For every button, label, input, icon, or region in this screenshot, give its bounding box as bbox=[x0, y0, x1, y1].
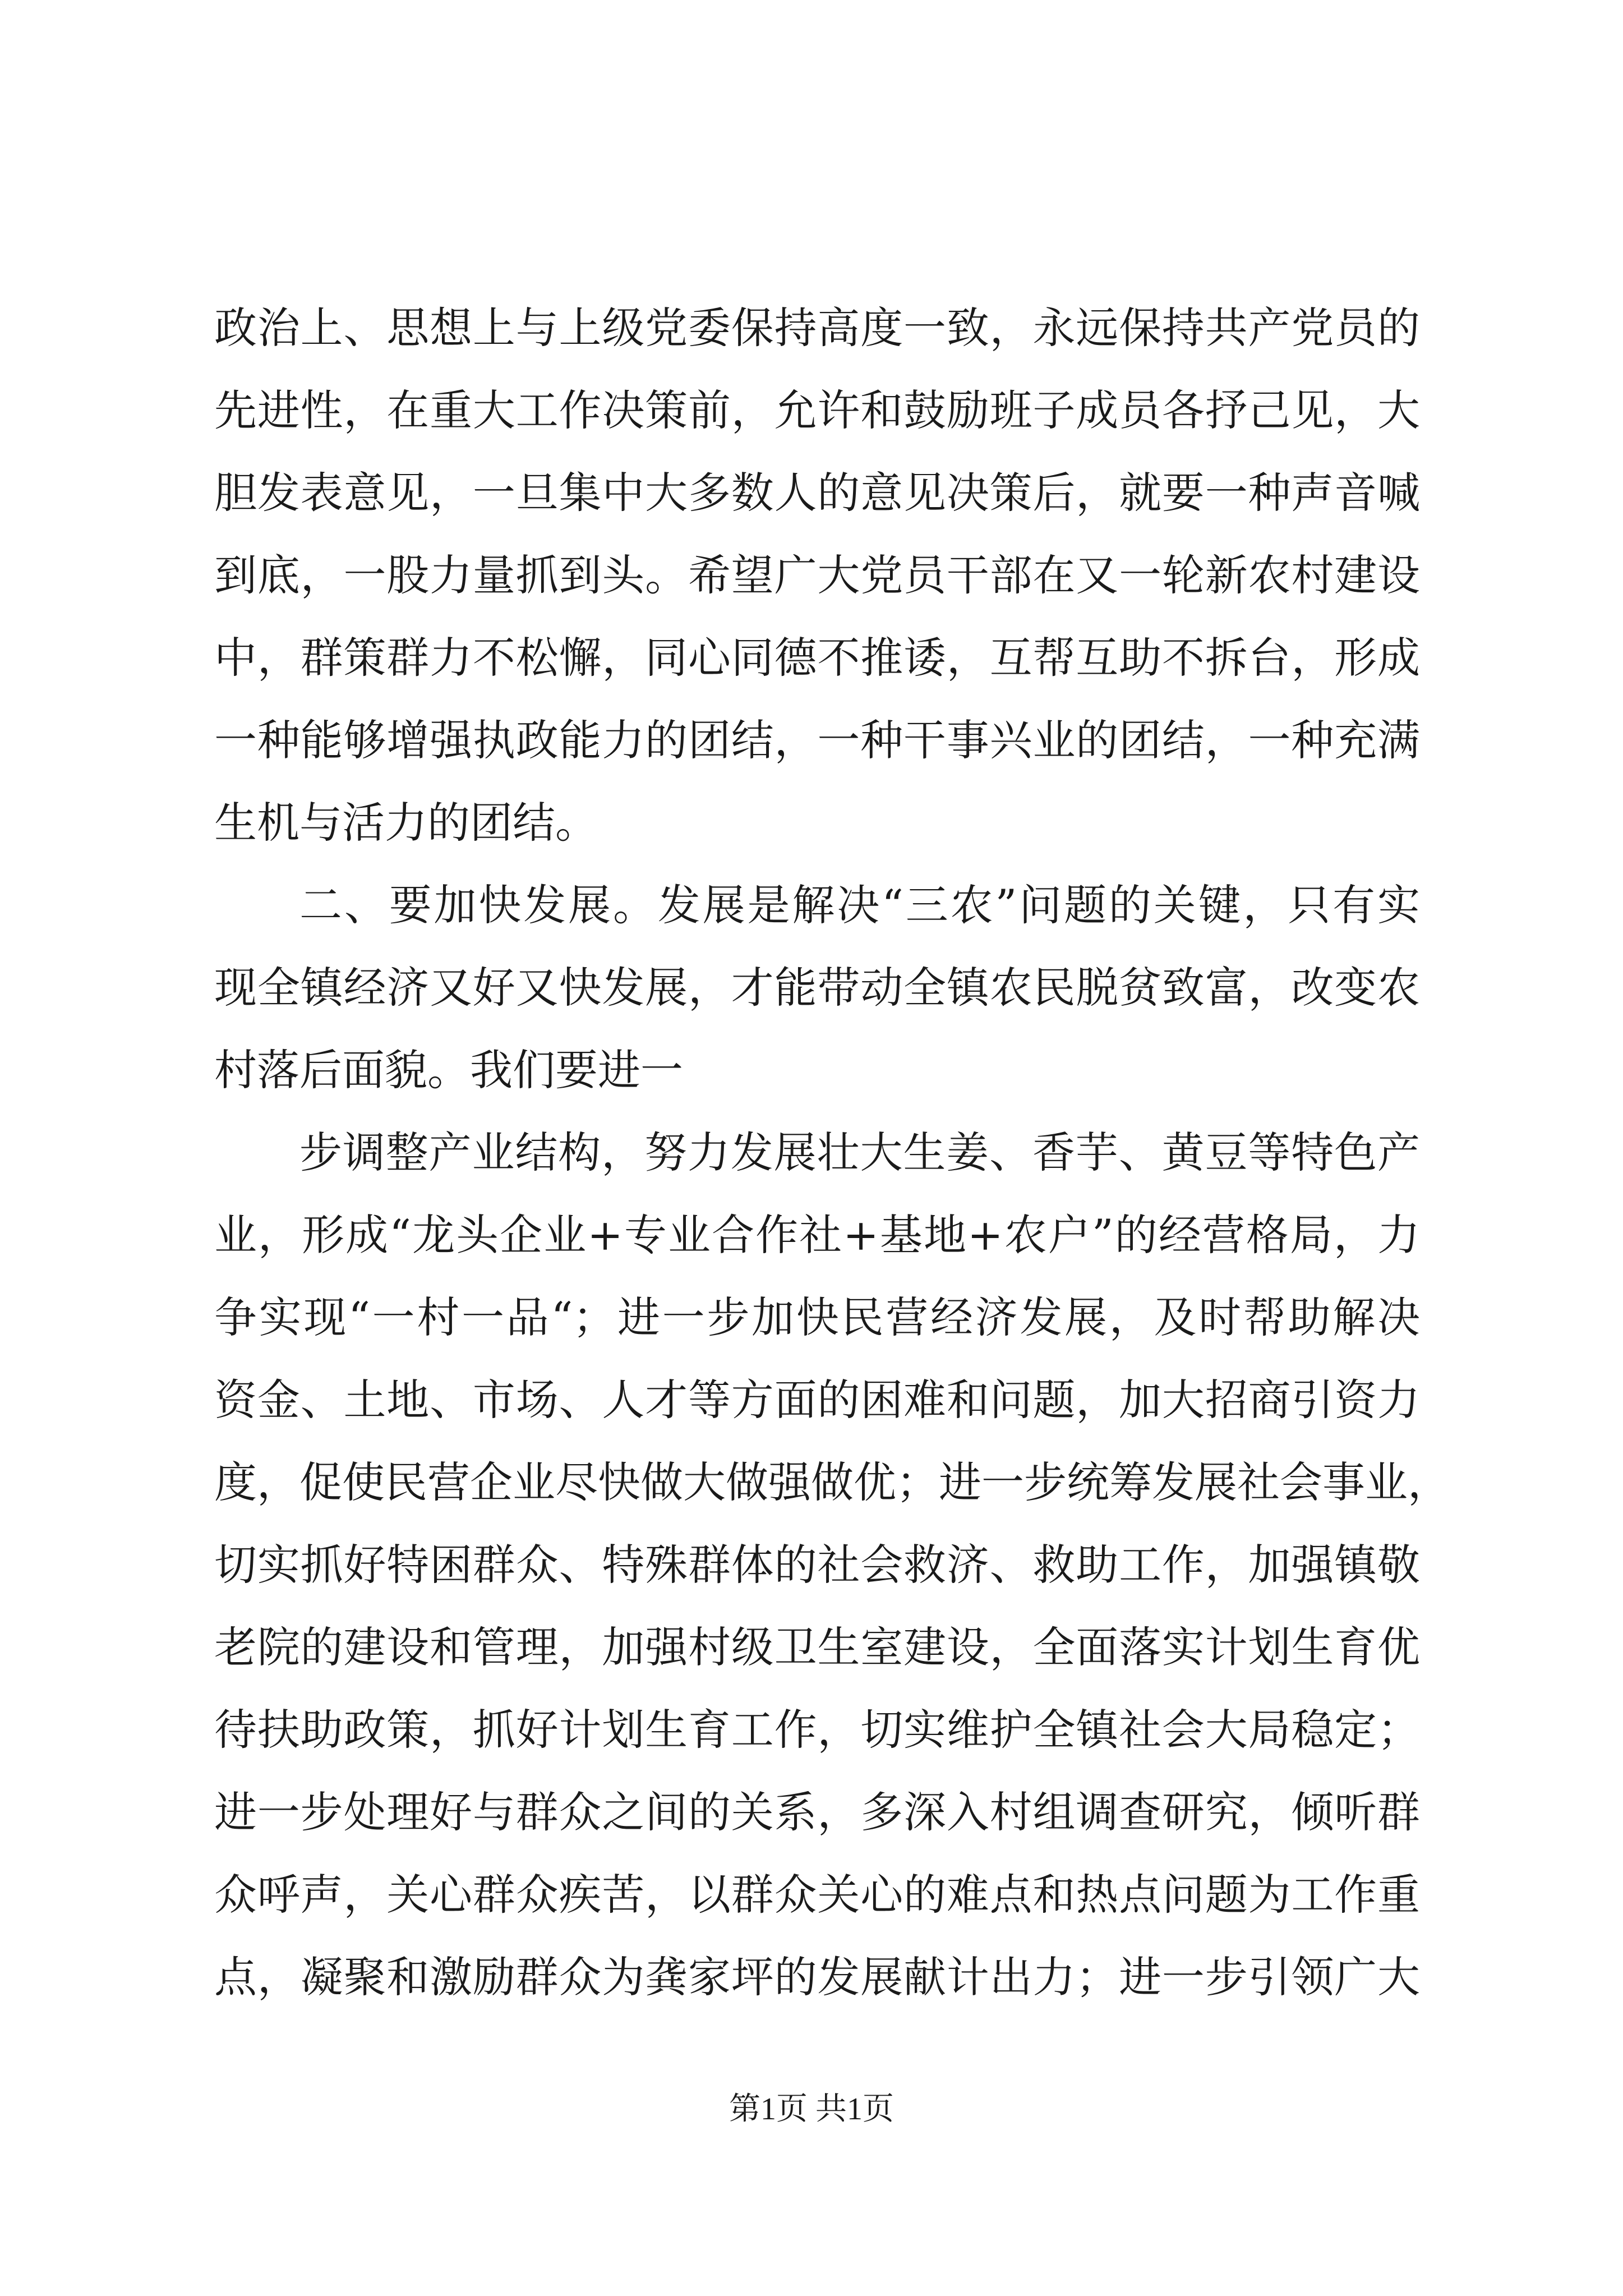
body-text-line: 点，凝聚和激励群众为龚家坪的发展献计出力；进一步引领广大 bbox=[214, 1952, 1420, 2002]
body-text-line: 村落后面貌。我们要进一 bbox=[214, 1045, 683, 1095]
body-text-line: 待扶助政策，抓好计划生育工作，切实维护全镇社会大局稳定； bbox=[214, 1705, 1420, 1755]
paragraph-start-line: 步调整产业结构，努力发展壮大生姜、香芋、黄豆等特色产 bbox=[299, 1128, 1420, 1177]
body-text-line: 先进性，在重大工作决策前，允许和鼓励班子成员各抒己见，大 bbox=[214, 385, 1420, 435]
body-text-line: 胆发表意见，一旦集中大多数人的意见决策后，就要一种声音喊 bbox=[214, 468, 1420, 518]
body-text-line: 切实抓好特困群众、特殊群体的社会救济、救助工作，加强镇敬 bbox=[214, 1540, 1420, 1590]
body-text-line: 业，形成“龙头企业+专业合作社+基地+农户”的经营格局，力 bbox=[214, 1210, 1420, 1260]
body-text-line: 度，促使民营企业尽快做大做强做优；进一步统筹发展社会事业， bbox=[214, 1457, 1450, 1507]
body-text-line: 进一步处理好与群众之间的关系，多深入村组调查研究，倾听群 bbox=[214, 1787, 1420, 1837]
body-text-line: 政治上、思想上与上级党委保持高度一致，永远保持共产党员的 bbox=[214, 303, 1420, 353]
body-text-line: 中，群策群力不松懈，同心同德不推诿，互帮互助不拆台，形成 bbox=[214, 633, 1420, 683]
body-text-line: 众呼声，关心群众疾苦，以群众关心的难点和热点问题为工作重 bbox=[214, 1870, 1420, 1920]
page-footer: 第1页 共1页 bbox=[729, 2092, 894, 2127]
body-text-line: 一种能够增强执政能力的团结，一种干事兴业的团结，一种充满 bbox=[214, 715, 1420, 765]
body-text-line: 资金、土地、市场、人才等方面的困难和问题，加大招商引资力 bbox=[214, 1375, 1420, 1425]
body-text-line: 到底，一股力量抓到头。希望广大党员干部在又一轮新农村建设 bbox=[214, 550, 1420, 600]
paragraph-start-line: 二、要加快发展。发展是解决“三农”问题的关键，只有实 bbox=[299, 880, 1420, 930]
body-text-line: 生机与活力的团结。 bbox=[214, 798, 598, 848]
body-text-line: 现全镇经济又好又快发展，才能带动全镇农民脱贫致富，改变农 bbox=[214, 963, 1420, 1013]
body-text-line: 老院的建设和管理，加强村级卫生室建设，全面落实计划生育优 bbox=[214, 1622, 1420, 1672]
body-text-line: 争实现“一村一品“；进一步加快民营经济发展，及时帮助解决 bbox=[214, 1292, 1420, 1342]
